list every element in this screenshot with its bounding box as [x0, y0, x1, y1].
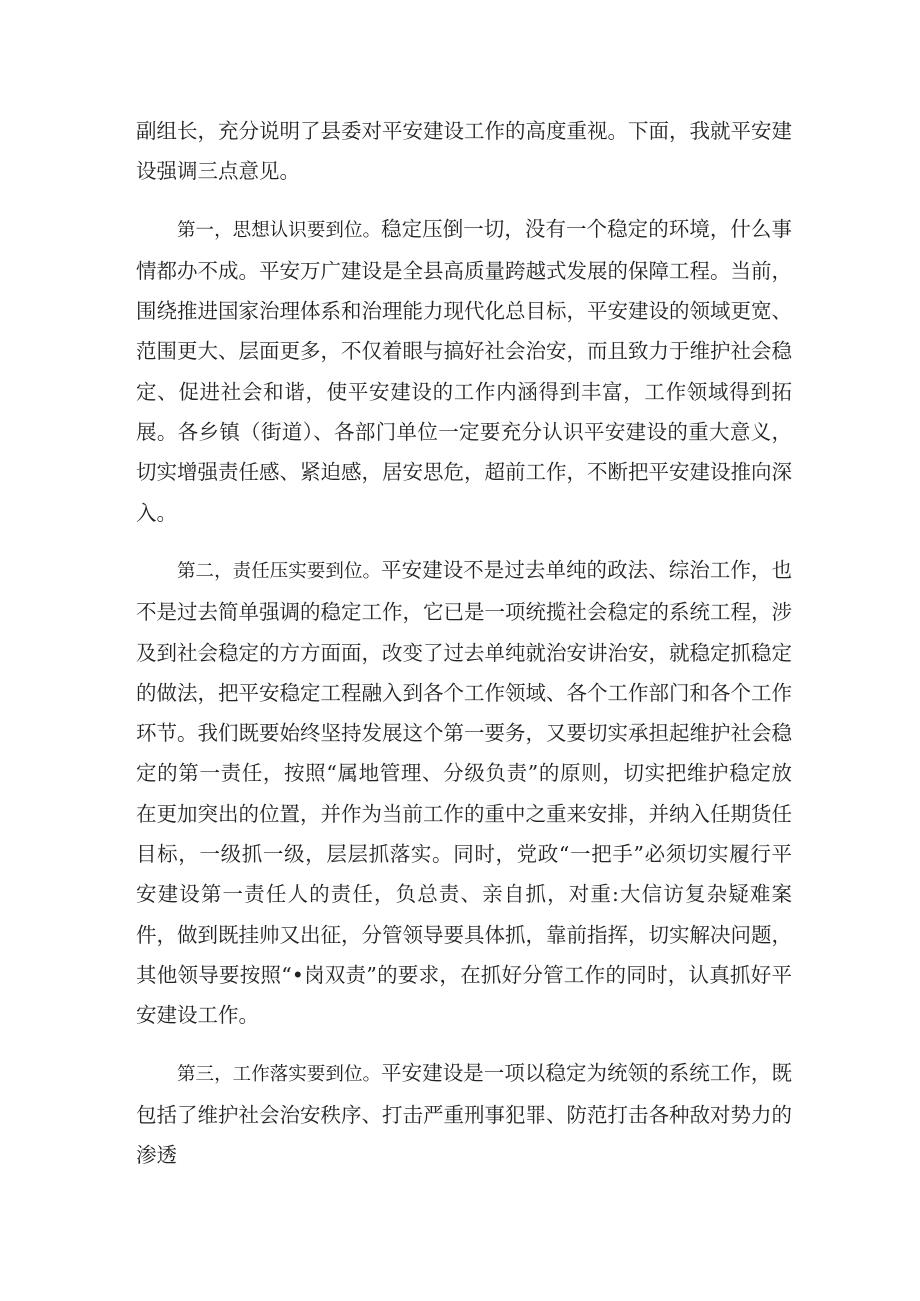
paragraph-third-point [136, 1053, 792, 1176]
paragraph-text: 平安建设是一项以稳定为统领的系统工作，既包括了维护社会治安秩序、打击严重刑事犯罪、防范打击各种敌对势力的渗透 [136, 1060, 792, 1168]
paragraph-first-point [136, 209, 792, 533]
paragraph-lead-heading: 第二，责任压实要到位。 [177, 560, 382, 582]
paragraph-lead-heading: 第一，思想认识要到位。 [177, 219, 382, 241]
paragraph-second-point [136, 550, 792, 1036]
paragraph-text: 稳定压倒一切，没有一个稳定的环境，什么事情都办不成。平安万广建设是全县高质量跨越式发展的保障工程。当前，围绕推进国家治理体系和治理能力现代化总目标，平安建设的领域更宽、范围更大、层面更多，不仅着眼与搞好社会治安，而且致力于维护社会稳定、促进社会和谐，使平安建设的工作内涵得到丰富，工作领域得到拓展。各乡镇（街道）、各部门单位一定要充分认识平安建设的重大意义，切实增强责任感、紧迫感，居安思危，超前工作，不断把平安建设推向深入。 [136, 216, 792, 525]
document-body [136, 111, 792, 1192]
paragraph-lead-heading: 第三，工作落实要到位。 [177, 1063, 382, 1085]
paragraph-text: 副组长，充分说明了县委对平安建设工作的高度重视。下面，我就平安建设强调三点意见。 [136, 119, 792, 184]
paragraph-text: 平安建设不是过去单纯的政法、综治工作，也不是过去简单强调的稳定工作，它已是一项统揽社会稳定的系统工程，涉及到社会稳定的方方面面，改变了过去单纯就治安讲治安，就稳定抓稳定的做法，把平安稳定工程融入到各个工作领域、各个工作部门和各个工作环节。我们既要始终坚持发展这个第一要务，又要切实承担起维护社会稳定的第一责任，按照“属地管理、分级负责”的原则，切实把维护稳定放在更加突出的位置，并作为当前工作的重中之重来安排，并纳入任期货任目标，一级抓一级，层层抓落实。同时，党政“一把手”必须切实履行平安建设第一责任人的责任，负总责、亲自抓，对重:大信访复杂疑难案件，做到既挂帅又出征，分管领导要具体抓，靠前指挥，切实解决问题，其他领导要按照“•岗双责”的要求，在抓好分管工作的同时，认真抓好平安建设工作。 [136, 557, 792, 1028]
paragraph-continuation [136, 111, 792, 192]
